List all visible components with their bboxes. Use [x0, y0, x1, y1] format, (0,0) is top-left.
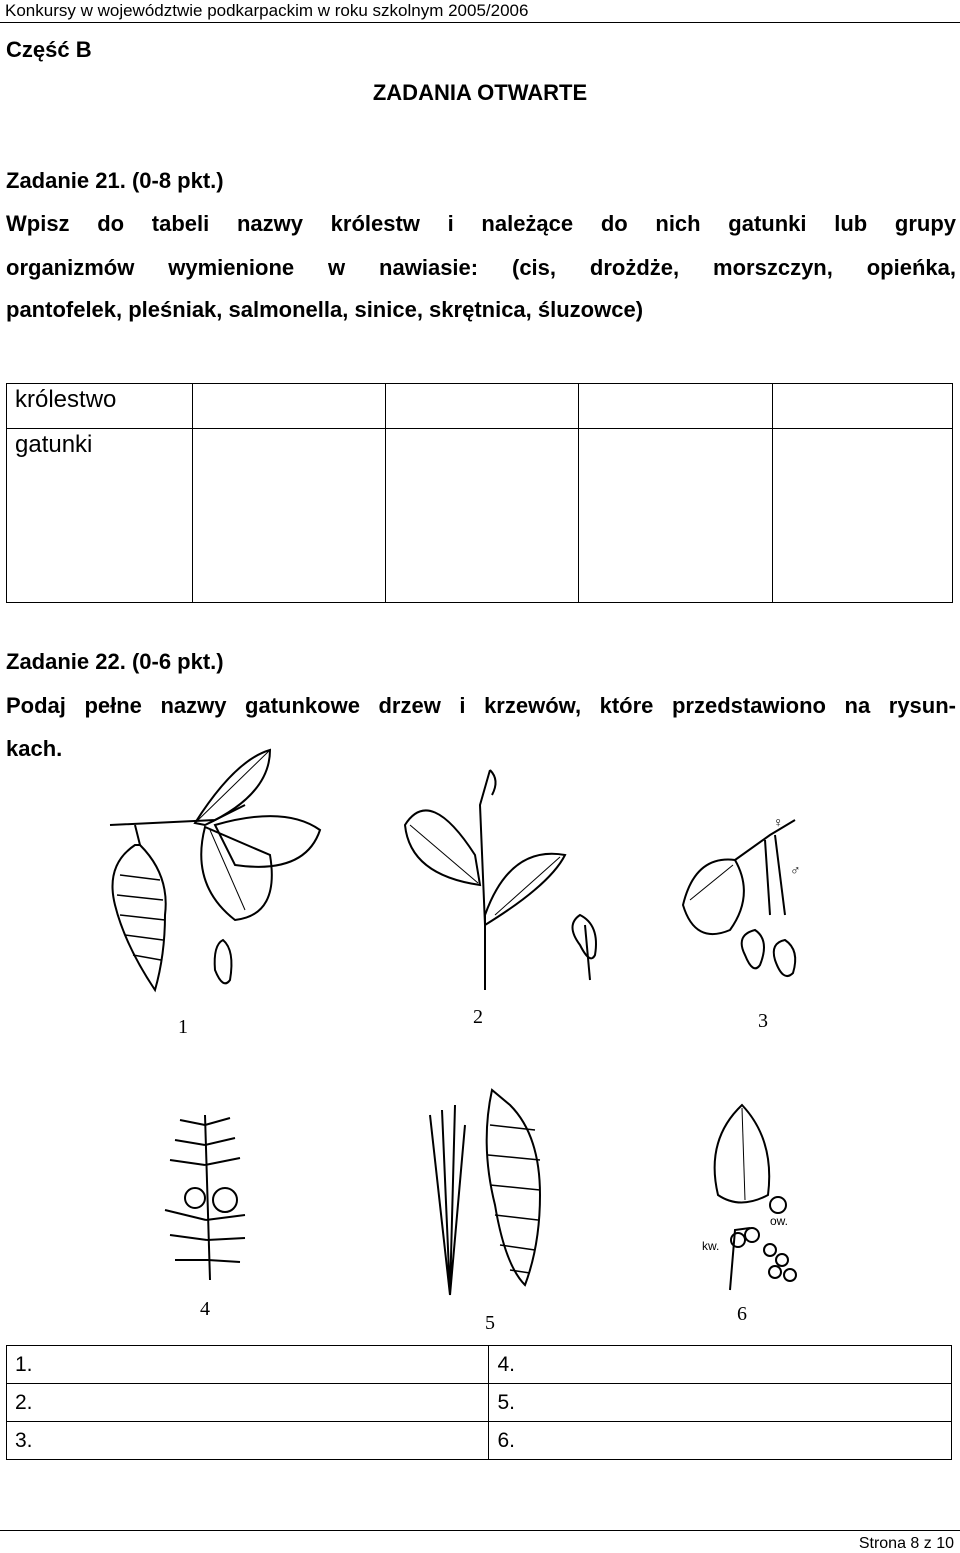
- plant-5-drawing: [420, 1085, 575, 1300]
- kingdom-cell[interactable]: [773, 384, 953, 429]
- species-cell[interactable]: [192, 429, 385, 603]
- figure-number-1: 1: [178, 1016, 188, 1038]
- answer-2-label: 2.: [15, 1390, 33, 1414]
- figure-number-4: 4: [200, 1298, 210, 1320]
- answer-3-field[interactable]: [7, 1422, 489, 1460]
- answer-row: [7, 1384, 952, 1422]
- species-row: [7, 429, 953, 603]
- answer-5-field[interactable]: [489, 1384, 952, 1422]
- female-symbol: ♀: [773, 814, 784, 830]
- plant-1-drawing: [95, 745, 325, 1005]
- task21-heading: Zadanie 21. (0-8 pkt.): [6, 168, 224, 193]
- kingdom-table: [6, 383, 953, 603]
- answer-6-label: 6.: [497, 1428, 515, 1452]
- task21-line-1: Wpisz do tabeli nazwy królestw i należące do nich gatunki lub grupy: [6, 211, 956, 236]
- task22-heading: Zadanie 22. (0-6 pkt.): [6, 649, 224, 674]
- plant-6-drawing: [700, 1100, 810, 1290]
- species-cell[interactable]: [579, 429, 773, 603]
- male-symbol: ♂: [790, 862, 801, 878]
- answer-6-field[interactable]: [489, 1422, 952, 1460]
- answer-row: [7, 1422, 952, 1460]
- answer-1-label: 1.: [15, 1352, 33, 1376]
- answer-table: [6, 1345, 952, 1460]
- answer-1-field[interactable]: [7, 1346, 489, 1384]
- task21-line-3: pantofelek, pleśniak, salmonella, sinice, skrętnica, śluzowce): [6, 297, 644, 322]
- page-header: [0, 0, 960, 22]
- kw-label: kw.: [702, 1239, 720, 1253]
- species-cell[interactable]: [385, 429, 579, 603]
- kingdom-cell[interactable]: [579, 384, 773, 429]
- answer-2-field[interactable]: [7, 1384, 489, 1422]
- kingdom-label: królestwo: [7, 384, 193, 429]
- header-divider: [0, 22, 960, 23]
- task22-line-2: kach.: [6, 736, 63, 761]
- species-cell[interactable]: [773, 429, 953, 603]
- footer-divider: [0, 1530, 960, 1531]
- answer-row: [7, 1346, 952, 1384]
- figure-number-5: 5: [485, 1312, 495, 1334]
- plant-3-drawing: [675, 815, 815, 1000]
- task21-line-2: organizmów wymienione w nawiasie: (cis, drożdże, morszczyn, opieńka,: [6, 255, 956, 280]
- kingdom-cell[interactable]: [192, 384, 385, 429]
- figure-number-2: 2: [473, 1006, 483, 1028]
- page-number: Strona 8 z 10: [858, 1535, 954, 1552]
- task22-line-1: Podaj pełne nazwy gatunkowe drzew i krzewów, które przedstawiono na rysun-: [6, 693, 956, 718]
- figure-number-6: 6: [737, 1303, 747, 1325]
- figure-number-3: 3: [758, 1010, 768, 1032]
- kingdom-cell[interactable]: [385, 384, 579, 429]
- answer-4-label: 4.: [497, 1352, 515, 1376]
- kingdom-row: [7, 384, 953, 429]
- answer-4-field[interactable]: [489, 1346, 952, 1384]
- section-title: Część B: [6, 37, 92, 62]
- ow-label: ow.: [770, 1214, 789, 1228]
- answer-5-label: 5.: [497, 1390, 515, 1414]
- header-title: Konkursy w województwie podkarpackim w roku szkolnym 2005/2006: [5, 1, 529, 20]
- answer-3-label: 3.: [15, 1428, 33, 1452]
- species-label: gatunki: [7, 429, 193, 603]
- plant-4-drawing: [150, 1110, 260, 1285]
- section-subtitle: ZADANIA OTWARTE: [372, 80, 588, 105]
- plant-2-drawing: [400, 765, 620, 995]
